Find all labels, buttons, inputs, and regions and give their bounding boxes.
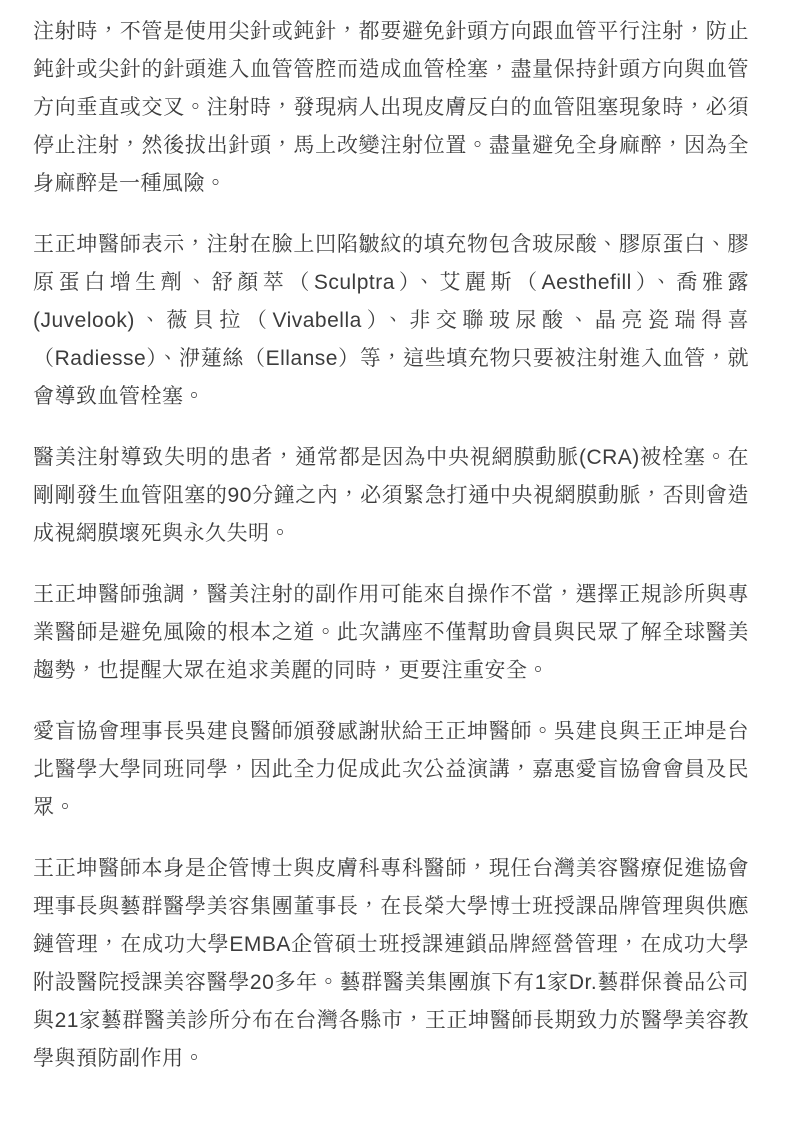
paragraph-filler-types: 王正坤醫師表示，注射在臉上凹陷皺紋的填充物包含玻尿酸、膠原蛋白、膠原蛋白增生劑、舒顏萃（Sculptra）、艾麗斯（Aesthefill）、喬雅露(Juvelook)、薇貝拉（Vivabella）、非交聯玻尿酸、晶亮瓷瑞得喜（Radiesse）、洢蓮絲（Ellanse）等，這些填充物只要被注射進入血管，就會導致血管栓塞。 [33,233,749,408]
paragraph-blindness-cause: 醫美注射導致失明的患者，通常都是因為中央視網膜動脈(CRA)被栓塞。在剛剛發生血管阻塞的90分鐘之內，必須緊急打通中央視網膜動脈，否則會造成視網膜壞死與永久失明。 [33,446,749,545]
paragraph-safety-emphasis: 王正坤醫師強調，醫美注射的副作用可能來自操作不當，選擇正規診所與專業醫師是避免風險的根本之道。此次講座不僅幫助會員與民眾了解全球醫美趨勢，也提醒大眾在追求美麗的同時，更要注重安全。 [33,583,749,682]
paragraph-doctor-background: 王正坤醫師本身是企管博士與皮膚科專科醫師，現任台灣美容醫療促進協會理事長與藝群醫學美容集團董事長，在長榮大學博士班授課品牌管理與供應鏈管理，在成功大學EMBA企管碩士班授課連鎖品牌經營管理，在成功大學附設醫院授課美容醫學20多年。藝群醫美集團旗下有1家Dr.藝群保養品公司與21家藝群醫美診所分布在台灣各縣市，王正坤醫師長期致力於醫學美容教學與預防副作用。 [33,857,749,1070]
paragraph-injection-technique: 注射時，不管是使用尖針或鈍針，都要避免針頭方向跟血管平行注射，防止鈍針或尖針的針頭進入血管管腔而造成血管栓塞，盡量保持針頭方向與血管方向垂直或交叉。注射時，發現病人出現皮膚反白的血管阻塞現象時，必須停止注射，然後拔出針頭，馬上改變注射位置。盡量避免全身麻醉，因為全身麻醉是一種風險。 [33,20,749,195]
article-body [33,13,749,1078]
paragraph-appreciation-award: 愛盲協會理事長吳建良醫師頒發感謝狀給王正坤醫師。吳建良與王正坤是台北醫學大學同班同學，因此全力促成此次公益演講，嘉惠愛盲協會會員及民眾。 [33,720,749,819]
